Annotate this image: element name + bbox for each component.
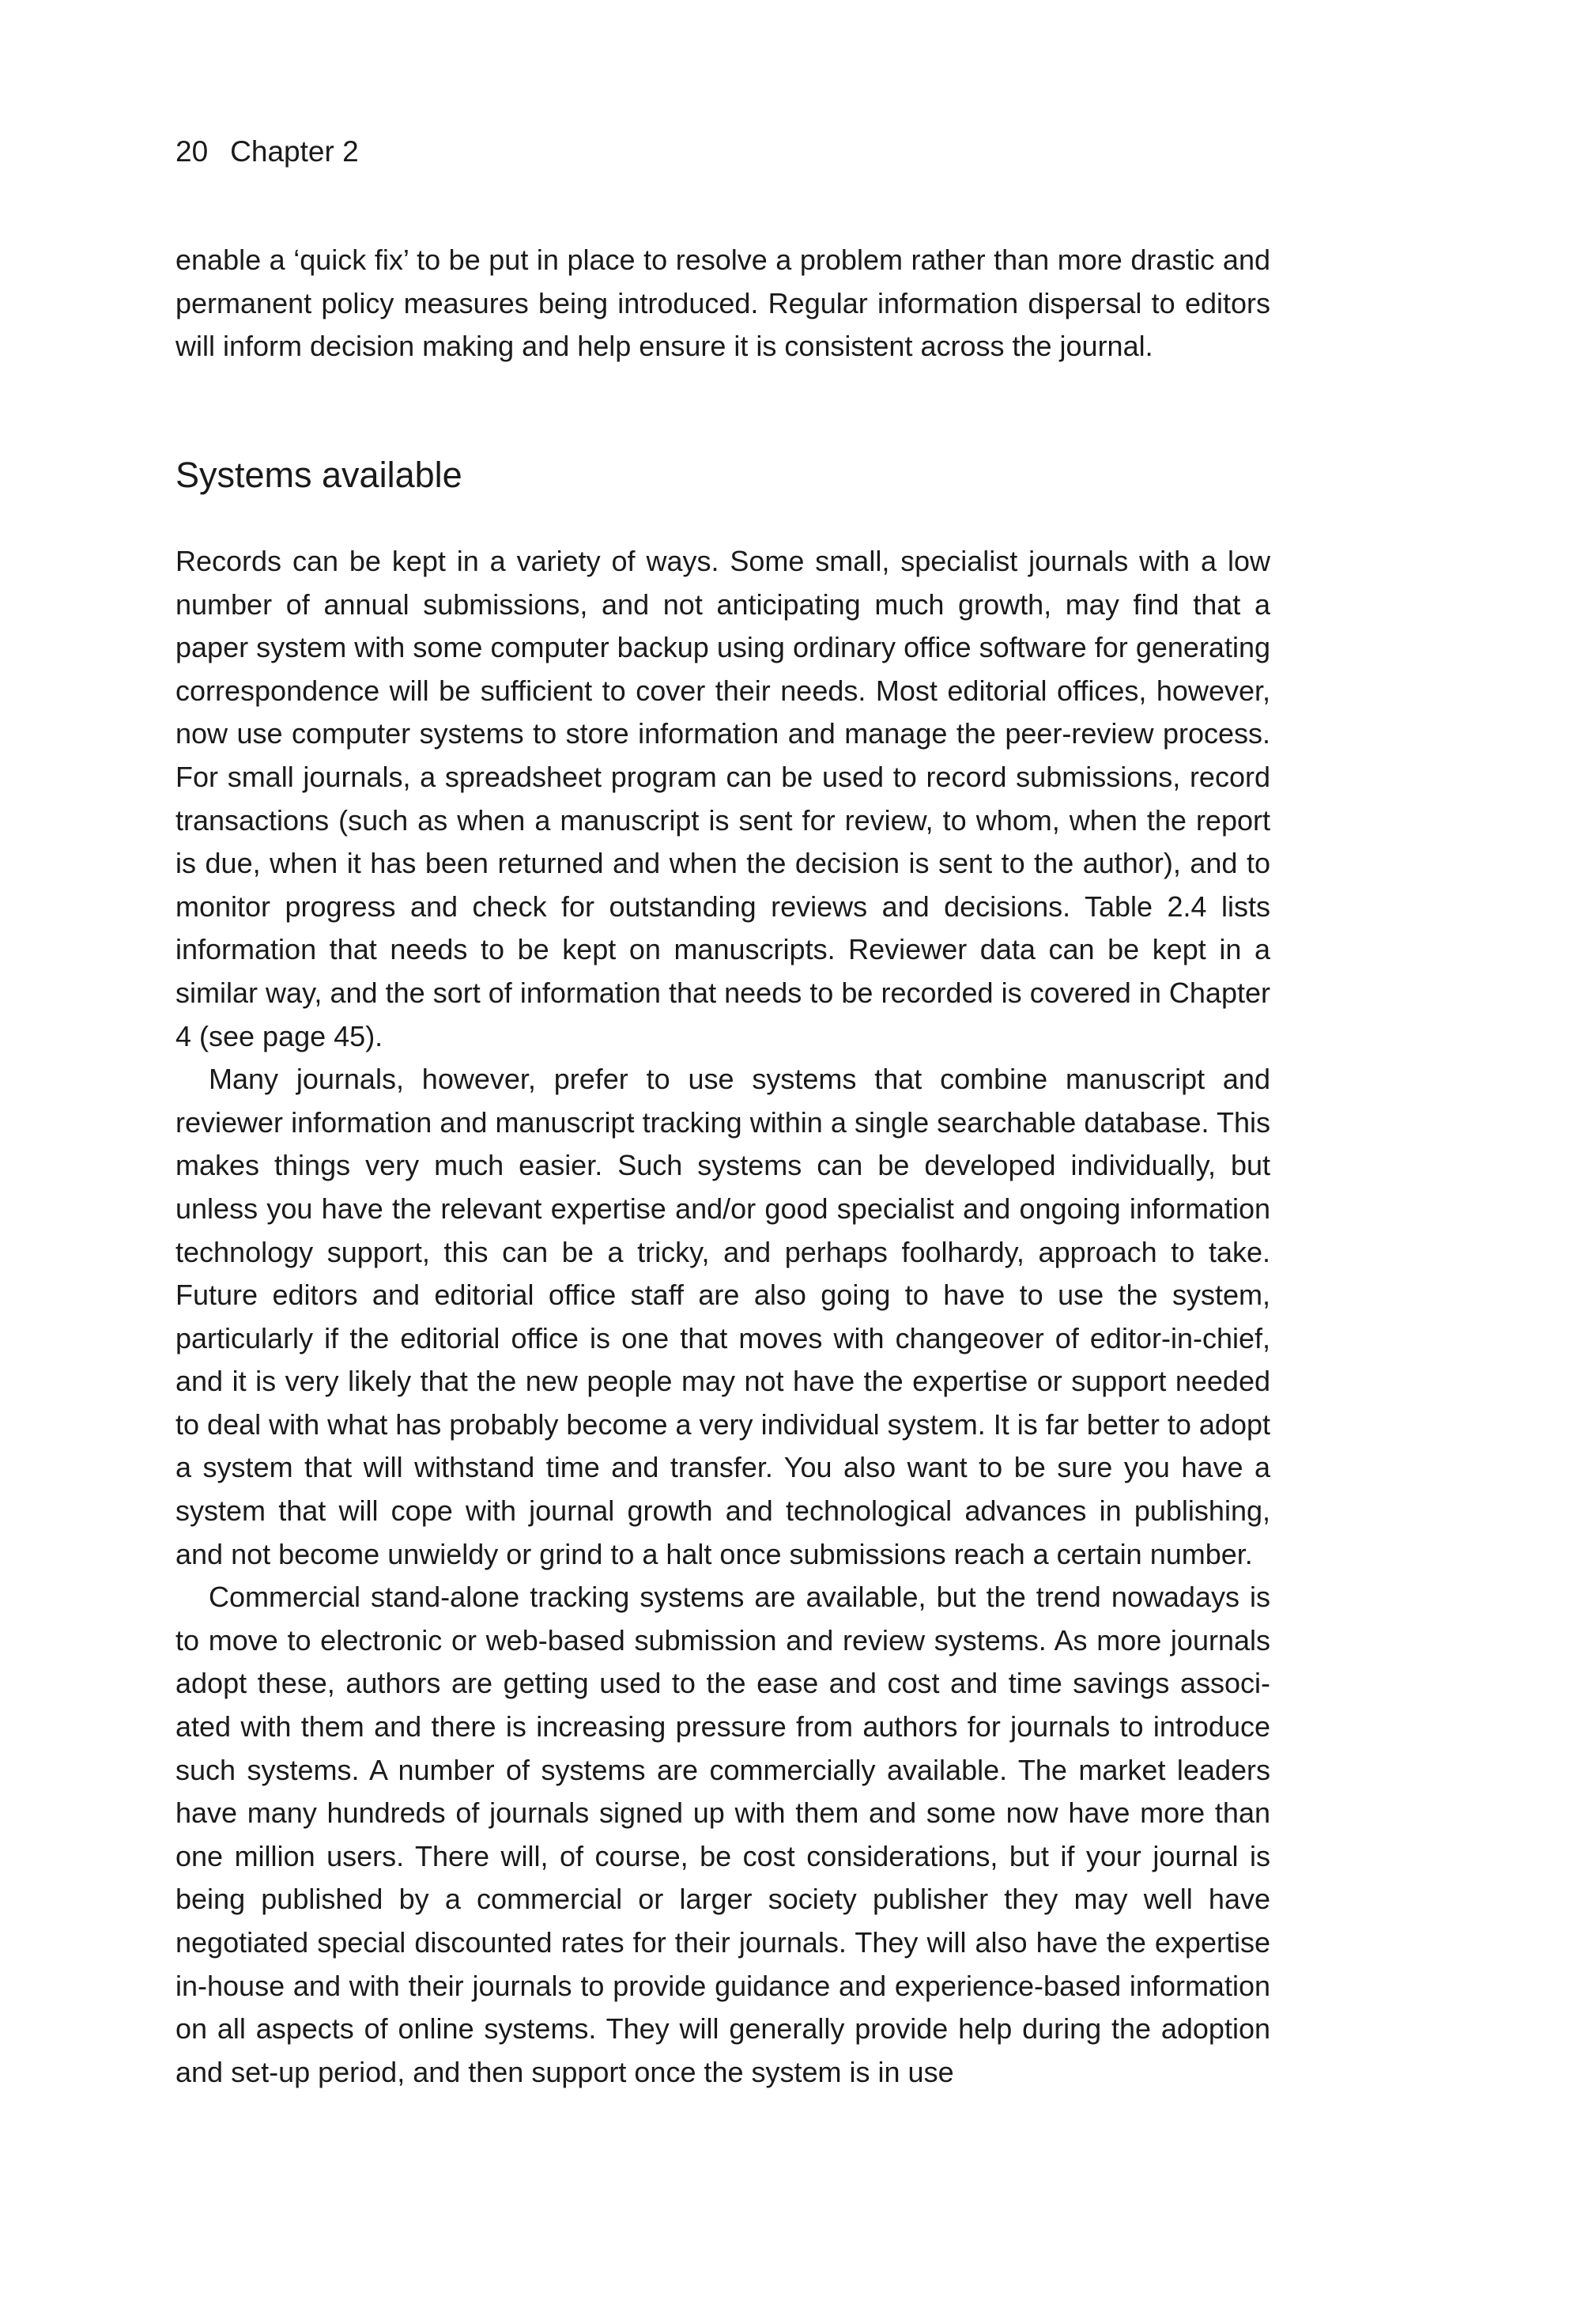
- page-number: 20: [175, 135, 209, 168]
- body-paragraph-2: Many journals, however, prefer to use systems that combine manuscript and reviewer information and manuscript tracking within a single searchable database. This makes things very much easier. Such systems can be developed individually, but unless you have the relevant expertise and/or good specialist and ongoing information technology support, this can be a tricky, and perhaps foolhardy, approach to take. Future editors and editorial office staff are also going to have to use the system, particularly if the editorial office is one that moves with changeover of editor-in-chief, and it is very likely that the new people may not have the expertise or support needed to deal with what has probably become a very individual system. It is far better to adopt a system that will withstand time and transfer. You also want to be sure you have a system that will cope with journal growth and technological advances in publishing, and not become unwieldy or grind to a halt once submissions reach a certain number.: [175, 1063, 1270, 1570]
- body-paragraph-1: Records can be kept in a variety of ways. Some small, specialist journals with a low number of annual submissions, and not anticipating much growth, may find that a paper system with some computer backup using ordinary office software for generating correspondence will be sufficient to cover their needs. Most editorial offices, however, now use computer systems to store information and manage the peer-review process. For small journals, a spreadsheet program can be used to record submissions, record transactions (such as when a manuscript is sent for review, to whom, when the report is due, when it has been returned and when the decision is sent to the author), and to monitor progress and check for outstanding reviews and decisions. Table 2.4 lists information that needs to be kept on manuscripts. Reviewer data can be kept in a similar way, and the sort of information that needs to be recorded is covered in Chapter 4 (see page 45).: [175, 545, 1270, 1052]
- section-heading: Systems available: [175, 455, 462, 495]
- continued-paragraph-block: [175, 239, 1270, 368]
- running-head: [175, 133, 359, 171]
- body-paragraph-3: Commercial stand-alone tracking systems are available, but the trend nowadays is to move to electronic or web-based submission and review systems. As more journals adopt these, authors are getting used to the ease and cost and time savings associated with them and there is increasing pressure from authors for journals to introduce such systems. A number of systems are commercially available. The market leaders have many hundreds of journals signed up with them and some now have more than one million users. There will, of course, be cost considerations, but if your journal is being published by a commercial or larger society publisher they may well have negotiated special discounted rates for their journals. They will also have the expertise in-house and with their journals to provide guidance and experience-based information on all aspects of online systems. They will generally provide help during the adoption and set-up period, and then support once the system is in use: [175, 1581, 1270, 2088]
- continued-paragraph: enable a ‘quick fix’ to be put in place to resolve a problem rather than more drastic and permanent policy measures being introduced. Regular information dispersal to editors will inform decision making and help ensure it is consistent across the journal.: [175, 244, 1270, 363]
- section-body: [175, 540, 1270, 2094]
- chapter-label: Chapter 2: [230, 135, 359, 168]
